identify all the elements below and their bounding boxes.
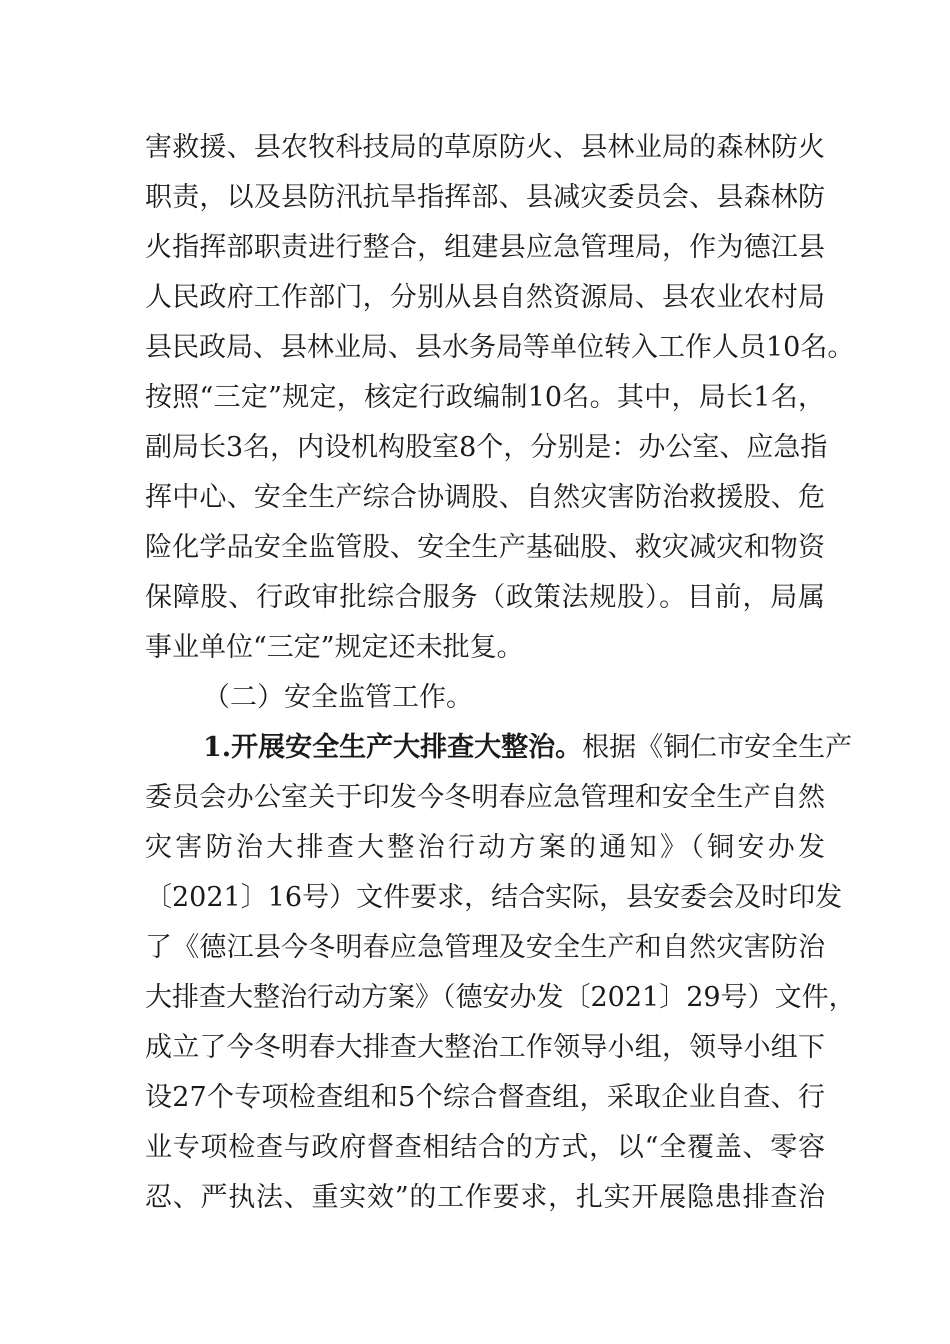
text-line: 挥中心、安全生产综合协调股、自然灾害防治救援股、危 xyxy=(145,482,825,513)
text-line: 人民政府工作部门，分别从县自然资源局、县农业农村局 xyxy=(145,282,825,313)
text-line: 按照“三定”规定，核定行政编制10名。其中，局长1名， xyxy=(145,382,825,413)
first-line-rest: 根据《铜仁市安全生产 xyxy=(582,732,853,763)
text-line: 险化学品安全监管股、安全生产基础股、救灾减灾和物资 xyxy=(145,532,825,563)
text-line: 〔2021〕16号）文件要求，结合实际，县安委会及时印发 xyxy=(145,882,843,913)
text-line: 成立了今冬明春大排查大整治工作领导小组，领导小组下 xyxy=(145,1032,825,1063)
paragraph-agency-restructure xyxy=(145,128,855,678)
section-heading: （二）安全监管工作。 xyxy=(203,682,473,713)
bold-lead: 1.开展安全生产大排查大整治。 xyxy=(203,732,583,763)
text-line: 灾害防治大排查大整治行动方案的通知》（铜安办发 xyxy=(145,832,825,863)
text-line: 了《德江县今冬明春应急管理及安全生产和自然灾害防治 xyxy=(145,932,825,963)
text-line: 职责，以及县防汛抗旱指挥部、县减灾委员会、县森林防 xyxy=(145,182,825,213)
text-line: 副局长3名，内设机构股室8个，分别是：办公室、应急指 xyxy=(145,432,828,463)
text-line: 大排查大整治行动方案》（德安办发〔2021〕29号）文件， xyxy=(145,982,856,1013)
text-line: 业专项检查与政府督查相结合的方式，以“全覆盖、零容 xyxy=(145,1132,825,1163)
body-text xyxy=(145,128,856,1228)
text-line: 害救援、县农牧科技局的草原防火、县林业局的森林防火 xyxy=(145,132,825,163)
text-line: 委员会办公室关于印发今冬明春应急管理和安全生产自然 xyxy=(145,782,825,813)
text-line: 火指挥部职责进行整合，组建县应急管理局，作为德江县 xyxy=(145,232,825,263)
text-line: 事业单位“三定”规定还未批复。 xyxy=(145,632,524,663)
text-line: 设27个专项检查组和5个综合督查组，采取企业自查、行 xyxy=(145,1082,825,1113)
text-line: 保障股、行政审批综合服务（政策法规股）。目前，局属 xyxy=(145,582,825,613)
text-line xyxy=(145,728,853,778)
text-line: 县民政局、县林业局、县水务局等单位转入工作人员10名。 xyxy=(145,332,855,363)
text-line: 忍、严执法、重实效”的工作要求，扎实开展隐患排查治 xyxy=(145,1182,825,1213)
paragraph-safety-inspection xyxy=(145,728,856,1228)
